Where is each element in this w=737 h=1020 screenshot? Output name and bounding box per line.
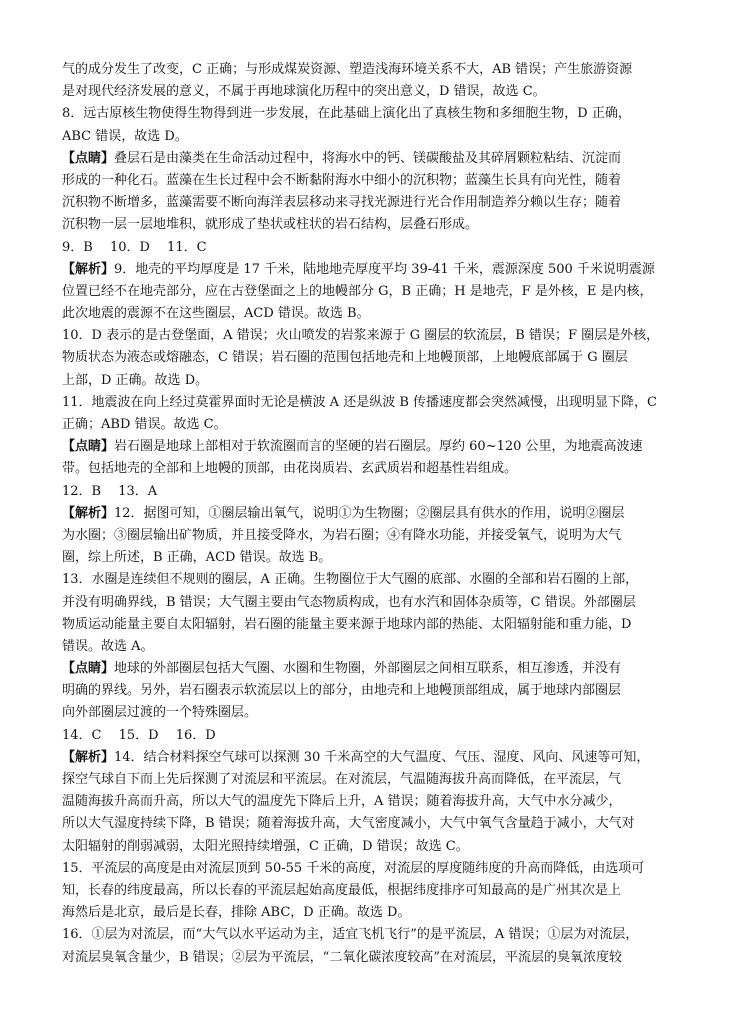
text-line — [62, 813, 707, 835]
line-text: 对流层臭氧含量少，B 错误；②层为平流层，“二氧化碳浓度较高”在对流层，平流层的臭氧浓度较 — [62, 949, 622, 965]
line-text: 为水圈；③圈层输出矿物质，并且接受降水，为岩石圈；④有降水功能，并接受氧气，说明为大气 — [62, 527, 622, 543]
text-line — [62, 281, 707, 303]
line-text: 12．据图可知，①圈层输出氧气，说明①为生物圈；②圈层具有供水的作用，说明②圈层 — [114, 505, 625, 521]
text-line — [62, 59, 707, 81]
section-tag: 【点睛】 — [62, 439, 115, 455]
text-line — [62, 680, 707, 702]
text-line — [62, 214, 707, 236]
line-text: 向外部圈层过渡的一个特殊圈层。 — [62, 705, 258, 721]
line-text: 是对现代经济发展的意义，不属于再地球演化历程中的突出意义，D 错误，故选 C。 — [62, 84, 546, 100]
text-line — [62, 547, 707, 569]
line-text: 16．①层为对流层，而“大气以水平运动为主，适宜飞机飞行”的是平流层，A 错误；①层为对流层， — [62, 927, 639, 943]
line-text: 探空气球自下而上先后探测了对流层和平流层。在对流层，气温随海拔升高而降低，在平流层，气 — [62, 772, 622, 787]
text-line — [62, 836, 707, 858]
line-text: 9．B 10．D 11．C — [62, 239, 207, 255]
text-line — [62, 81, 707, 103]
line-text: ABC 错误，故选 D。 — [62, 128, 188, 144]
text-line — [62, 503, 707, 525]
line-text: 15．平流层的高度是由对流层顶到 50-55 千米的高度，对流层的厚度随纬度的升高而降低，由选项可 — [62, 860, 645, 876]
text-line — [62, 702, 707, 724]
line-text: 沉积物不断增多，蓝藻需要不断向海洋表层移动来寻找光源进行光合作用制造养分赖以生存；随着 — [62, 195, 622, 211]
line-text: 14．C 15．D 16．D — [62, 727, 216, 743]
text-line — [62, 658, 707, 680]
text-line — [62, 924, 707, 946]
text-line — [62, 126, 707, 148]
line-text: 叠层石是由藻类在生命活动过程中，将海水中的钙、镁碳酸盐及其碎屑颗粒粘结、沉淀而 — [114, 150, 622, 166]
text-line — [62, 148, 707, 170]
text-line — [62, 614, 707, 636]
line-text: 12．B 13．A — [62, 483, 158, 499]
line-text: 14．结合材料探空气球可以探测 30 千米高空的大气温度、气压、湿度、风向、风速等可知， — [114, 749, 650, 765]
line-text: 8．远古原核生物使得生物得到进一步发展，在此基础上演化出了真核生物和多细胞生物，D 正确， — [62, 106, 631, 122]
line-text: 地球的外部圈层包括大气圈、水圈和生物圈，外部圈层之间相互联系，相互渗透，并没有 — [114, 661, 622, 677]
line-text: 太阳辐射的削弱减弱，太阳光照持续增强，C 正确，D 错误；故选 C。 — [62, 838, 469, 854]
text-line — [62, 170, 707, 192]
text-line — [62, 259, 707, 281]
text-line — [62, 392, 707, 414]
text-line — [62, 947, 707, 969]
text-line — [62, 880, 707, 902]
line-text: 物质运动能量主要自太阳辐射，岩石圈的能量主要来源于地球内部的热能、太阳辐射能和重力能，D — [62, 616, 632, 632]
text-line — [62, 525, 707, 547]
line-text: 位置已经不在地壳部分，应在古登堡面之上的地幔部分 G，B 正确；H 是地壳，F 是外核，E 是内核， — [62, 283, 653, 299]
line-text: 此次地震的震源不在这些圈层，ACD 错误。故选 B。 — [62, 306, 370, 322]
text-line — [62, 858, 707, 880]
text-line — [62, 325, 707, 347]
line-text: 13．水圈是连续但不规则的圈层，A 正确。生物圈位于大气圈的底部、水圈的全部和岩石圈的上部， — [62, 572, 639, 588]
section-tag: 【点睛】 — [62, 661, 115, 677]
line-text: 岩石圈是地球上部相对于软流圈而言的坚硬的岩石圈层。厚约 60~120 公里，为地震高波速 — [114, 439, 643, 455]
line-text: 形成的一种化石。蓝藻在生长过程中会不断黏附海水中细小的沉积物；蓝藻生长具有向光性，随着 — [62, 172, 622, 188]
text-line — [62, 192, 707, 214]
text-line — [62, 458, 707, 480]
text-line — [62, 725, 707, 747]
line-text: 10．D 表示的是古登堡面，A 错误；火山喷发的岩浆来源于 G 圈层的软流层，B 错误；F 圈层是外核， — [62, 328, 660, 344]
line-text: 带。包括地壳的全部和上地幔的顶部，由花岗质岩、玄武质岩和超基性岩组成。 — [62, 461, 518, 477]
section-tag: 【解析】 — [62, 505, 115, 521]
text-line — [62, 237, 707, 259]
text-line — [62, 303, 707, 325]
text-line — [62, 103, 707, 125]
text-line — [62, 370, 707, 392]
text-line — [62, 791, 707, 813]
line-text: 11．地震波在向上经过莫霍界面时无论是横波 A 还是纵波 B 传播速度都会突然减慢，出现明显下降，C — [62, 394, 657, 410]
line-text: 沉积物一层一层地堆积，就形成了垫状或柱状的岩石结构，层叠石形成。 — [62, 217, 479, 233]
section-tag: 【点睛】 — [62, 150, 115, 166]
line-text: 并没有明确界线，B 错误；大气圈主要由气态物质构成，也有水汽和固体杂质等，C 错误。外部圈层 — [62, 594, 636, 610]
line-text: 气的成分发生了改变，C 正确；与形成煤炭资源、塑造浅海环境关系不大，AB 错误；产生旅游资源 — [62, 62, 633, 77]
text-line — [62, 569, 707, 591]
line-text: 物质状态为液态或熔融态，C 错误；岩石圈的范围包括地壳和上地幔顶部，上地幔底部属于 G 圈层 — [62, 350, 628, 366]
section-tag: 【解析】 — [62, 261, 115, 277]
text-line — [62, 347, 707, 369]
line-text: 圈，综上所述，B 正确，ACD 错误。故选 B。 — [62, 550, 332, 566]
line-text: 正确；ABD 错误。故选 C。 — [62, 417, 227, 432]
text-line — [62, 636, 707, 658]
line-text: 温随海拔升高而升高，所以大气的温度先下降后上升，A 错误；随着海拔升高，大气中水分减少， — [62, 794, 622, 810]
line-text: 错误。故选 A。 — [62, 638, 154, 654]
text-line — [62, 902, 707, 924]
line-text: 知，长春的纬度最高，所以长春的平流层起始高度最低，根据纬度排序可知最高的是广州其次是上 — [62, 882, 622, 898]
text-line — [62, 414, 707, 436]
line-text: 明确的界线。另外，岩石圈表示软流层以上的部分，由地壳和上地幔顶部组成，属于地球内部圈层 — [62, 683, 622, 699]
text-line — [62, 592, 707, 614]
text-line — [62, 436, 707, 458]
line-text: 上部，D 正确。故选 D。 — [62, 372, 209, 388]
text-line — [62, 481, 707, 503]
section-tag: 【解析】 — [62, 749, 115, 765]
line-text: 海然后是北京，最后是长春，排除 ABC，D 正确。故选 D。 — [62, 905, 411, 921]
line-text: 9．地壳的平均厚度是 17 千米，陆地地壳厚度平均 39-41 千米，震源深度 500 千米说明震源 — [114, 261, 655, 277]
line-text: 所以大气湿度持续下降，B 错误；随着海拔升高，大气密度减小，大气中氧气含量趋于减小，大气对 — [62, 816, 635, 832]
text-line — [62, 769, 707, 791]
text-line — [62, 747, 707, 769]
